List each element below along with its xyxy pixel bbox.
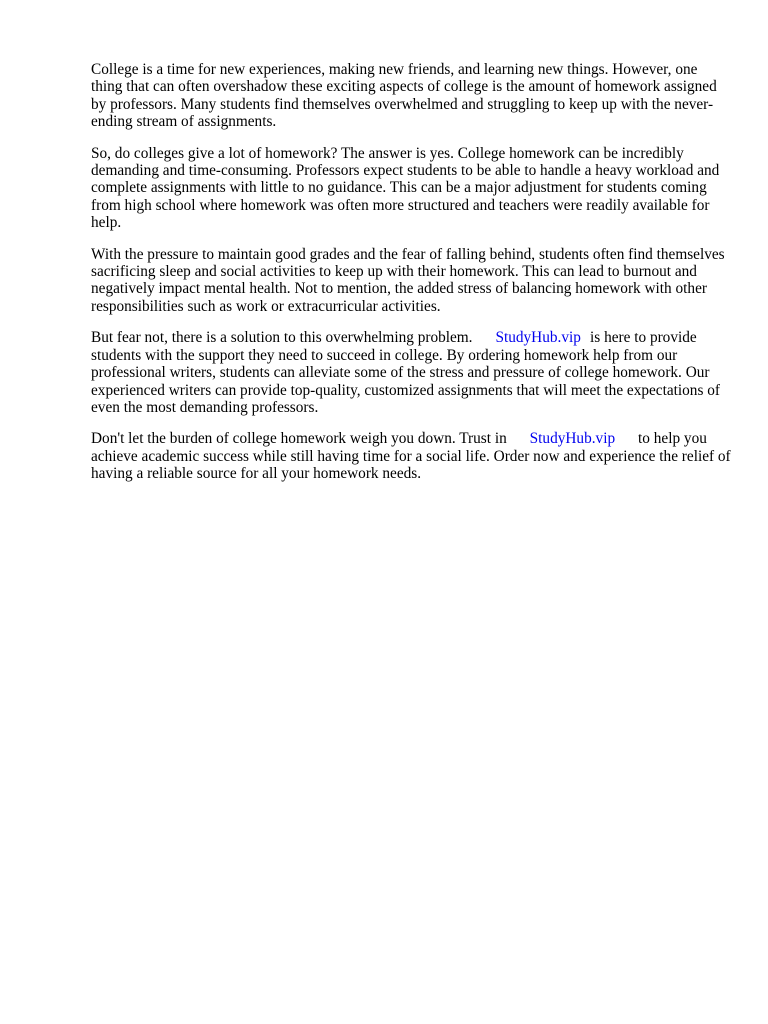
paragraph-closing-before: Don't let the burden of college homework weigh you down. Trust in (91, 430, 507, 448)
studyhub-link-closing[interactable]: StudyHub.vip (529, 430, 616, 448)
paragraph-pressure: With the pressure to maintain good grades and the fear of falling behind, students often find themselves sacrificing sleep and social activities to keep up with their homework. This can lead to burnout and negatively impact mental health. Not to mention, the added stress of balancing homework with other responsibilities such as work or extracurricular activities. (91, 245, 725, 315)
paragraph-solution-before: But fear not, there is a solution to this overwhelming problem. (91, 329, 473, 347)
paragraph-solution (91, 329, 731, 416)
paragraph-solution-after: is here to provide students with the support they need to succeed in college. By ordering homework help from our professional writers, students can alleviate some of the stress and pressure of college homework. Our experienced writers can provide top-quality, customized assignments that will meet the expectations of even the most demanding professors. (91, 329, 720, 416)
studyhub-link[interactable]: StudyHub.vip (495, 329, 581, 347)
paragraph-workload: So, do colleges give a lot of homework? The answer is yes. College homework can be incredibly demanding and time-consuming. Professors expect students to be able to handle a heavy workload and complete assignments with little to no guidance. This can be a major adjustment for students coming from high school where homework was often more structured and teachers were readily available for help. (91, 144, 720, 232)
paragraph-closing-after: to help you achieve academic success while still having time for a social life. Order now and experience the relief of having a reliable source for all your homework needs. (91, 430, 731, 483)
paragraph-closing (91, 430, 731, 482)
paragraph-intro: College is a time for new experiences, making new friends, and learning new things. However, one thing that can often overshadow these exciting aspects of college is the amount of homework assigned by professors. Many students find themselves overwhelmed and struggling to keep up with the never-ending stream of assignments. (91, 61, 717, 131)
document-page (91, 61, 731, 497)
